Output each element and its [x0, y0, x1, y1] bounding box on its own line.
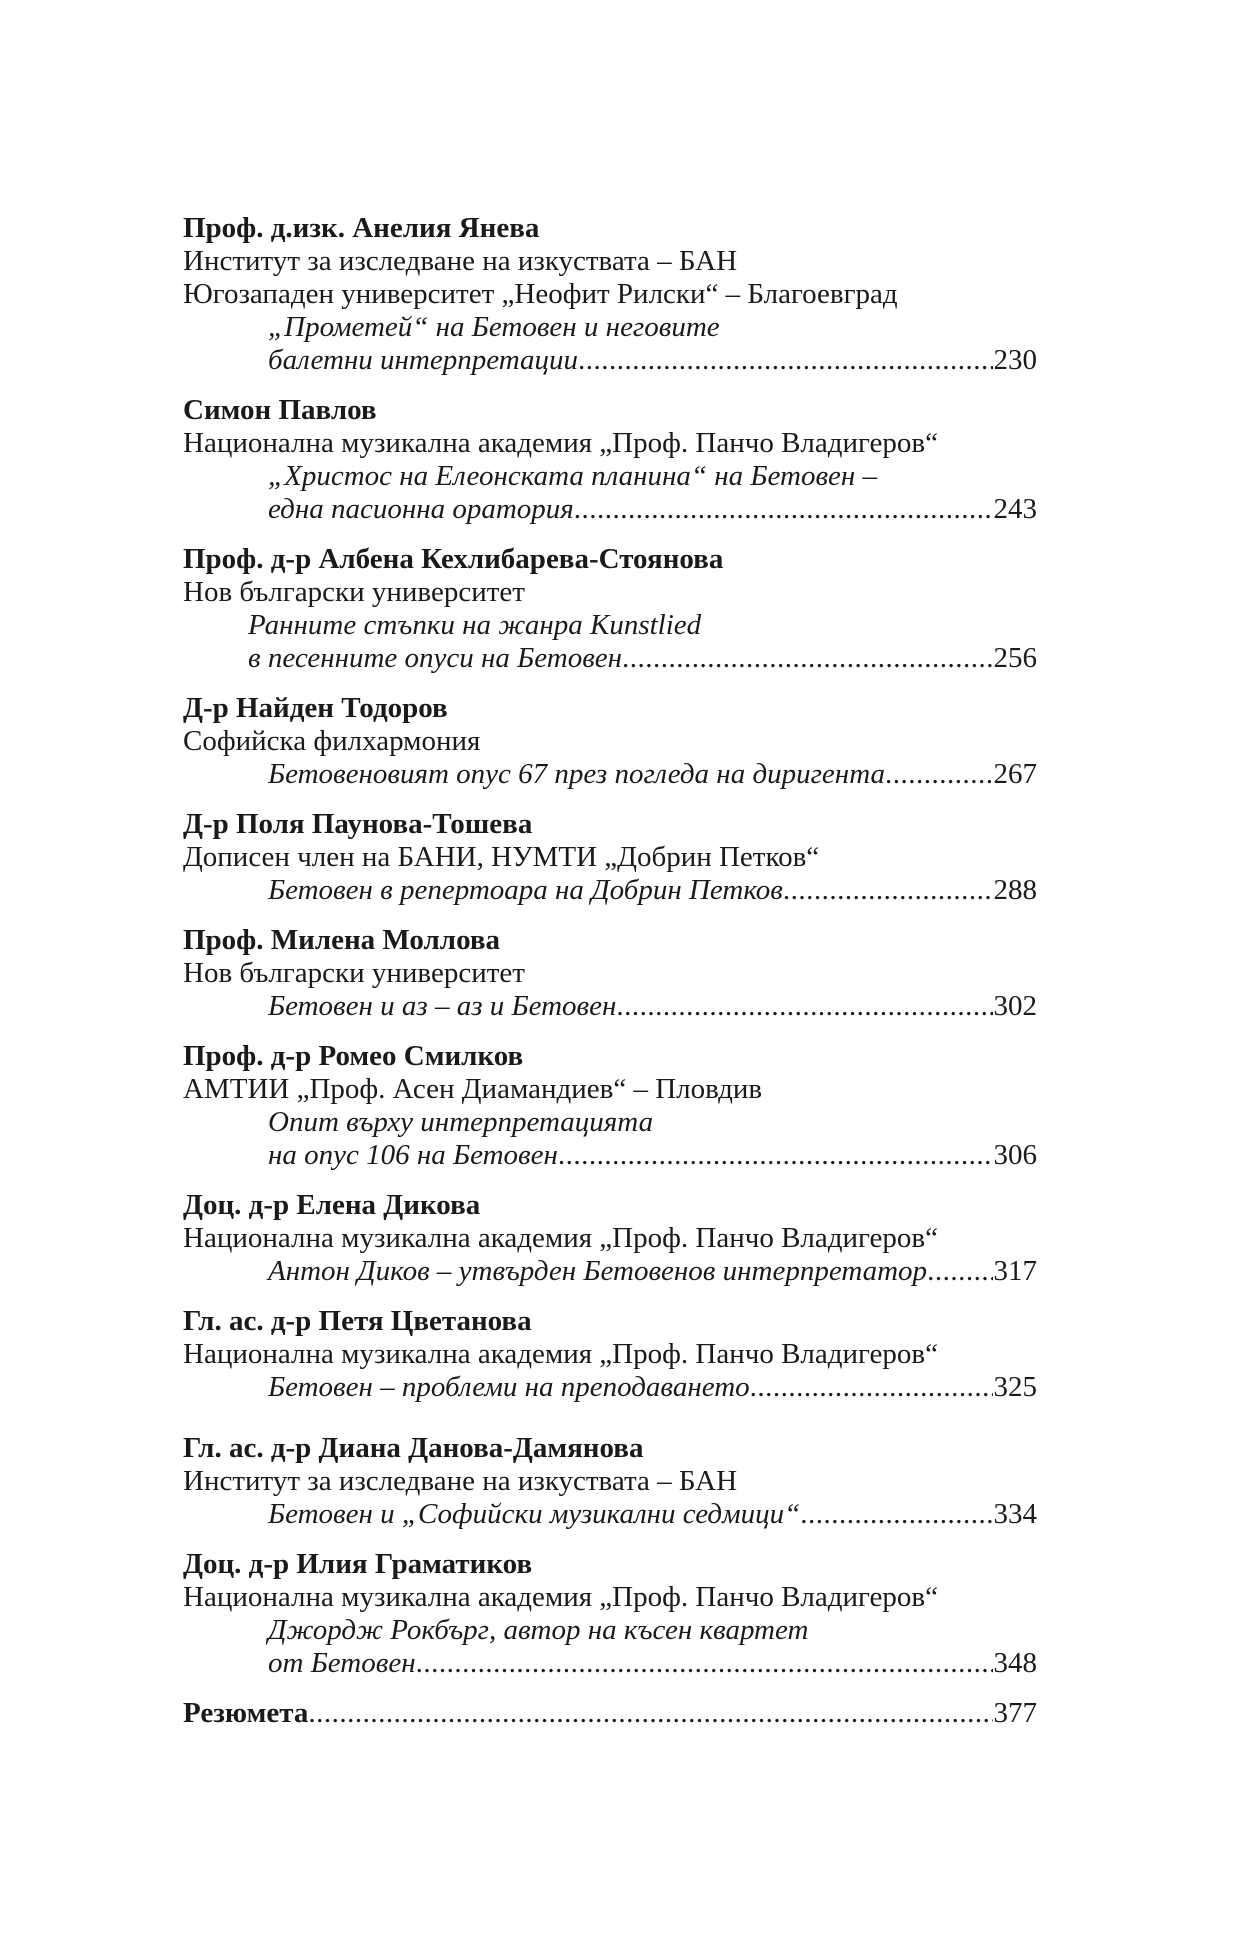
toc-entry: [183, 1040, 1037, 1172]
entry-title-line: Ранните стъпки на жанра Kunstlied: [248, 609, 702, 641]
entry-institution: Национална музикална академия „Проф. Панчо Владигеров“: [183, 1338, 938, 1370]
toc-entry: [183, 692, 1037, 791]
entry-title-text: на опус 106 на Бетовен: [268, 1139, 558, 1171]
dot-leader: [308, 1697, 992, 1730]
entry-page-number: 306: [993, 1139, 1037, 1171]
entry-author: Д-р Поля Паунова-Тошева: [183, 808, 533, 840]
entry-page-number: 325: [993, 1371, 1037, 1403]
entry-title-text: Бетовен и „Софийски музикални седмици“: [268, 1498, 801, 1530]
entry-author: Доц. д-р Елена Дикова: [183, 1189, 481, 1221]
entry-title-leader[interactable]: [268, 1647, 1037, 1680]
entry-title-text: в песенните опуси на Бетовен: [248, 642, 623, 674]
entry-title-leader[interactable]: [268, 1498, 1037, 1531]
entry-author: Доц. д-р Илия Граматиков: [183, 1548, 533, 1580]
entry-page-number: 288: [993, 874, 1037, 906]
entry-institution: Национална музикална академия „Проф. Панчо Владигеров“: [183, 1222, 938, 1254]
entry-institution: Дописен член на БАНИ, НУМТИ „Добрин Петков“: [183, 841, 820, 873]
toc-entry: [183, 808, 1037, 907]
toc-entry: [183, 924, 1037, 1023]
entry-page-number: 317: [993, 1255, 1037, 1287]
toc-summary[interactable]: [183, 1697, 1037, 1730]
entry-page-number: 230: [993, 344, 1037, 376]
toc-entry: [183, 1548, 1037, 1680]
entry-title-leader[interactable]: [268, 990, 1037, 1023]
entry-author: Проф. д.изк. Анелия Янева: [183, 212, 540, 244]
entry-title-text: Бетовен – проблеми на преподаването: [268, 1371, 750, 1403]
entry-author: Проф. Милена Моллова: [183, 924, 501, 956]
entry-title-text: Антон Диков – утвърден Бетовенов интерпретатор: [268, 1255, 928, 1287]
entry-institution: АМТИИ „Проф. Асен Диамандиев“ – Пловдив: [183, 1073, 763, 1105]
entry-institution: Институт за изследване на изкуствата – БАН: [183, 1465, 738, 1497]
entry-title-text: Бетовеновият опус 67 през погледа на диригента: [268, 758, 885, 790]
dot-leader: [800, 1498, 992, 1531]
toc-entry: [183, 543, 1037, 675]
entry-title-line: „Прометей“ на Бетовен и неговите: [268, 311, 720, 343]
dot-leader: [622, 642, 992, 675]
entry-title-leader[interactable]: [268, 1139, 1037, 1172]
dot-leader: [927, 1255, 992, 1288]
entry-title-leader[interactable]: [268, 1371, 1037, 1404]
entry-institution: Софийска филхармония: [183, 725, 481, 757]
toc-entry: [183, 394, 1037, 526]
entry-title-text: Бетовен в репертоара на Добрин Петков: [268, 874, 783, 906]
entry-institution: Нов български университет: [183, 957, 525, 989]
entry-institution: Нов български университет: [183, 576, 525, 608]
dot-leader: [750, 1371, 993, 1404]
entry-institution: Национална музикална академия „Проф. Панчо Владигеров“: [183, 1581, 938, 1613]
entry-title-text: балетни интерпретации: [268, 344, 579, 376]
entry-institution: Югозападен университет „Неофит Рилски“ – Благоевград: [183, 278, 898, 310]
entry-title-line: „Христос на Елеонската планина“ на Бетовен –: [268, 460, 878, 492]
dot-leader: [578, 344, 992, 377]
dot-leader: [783, 874, 993, 907]
entry-title-leader[interactable]: [268, 344, 1037, 377]
entry-title-leader[interactable]: [268, 493, 1037, 526]
entry-page-number: 256: [993, 642, 1037, 674]
summary-label: Резюмета: [183, 1697, 309, 1729]
entry-title-leader[interactable]: [268, 1255, 1037, 1288]
entry-page-number: 243: [993, 493, 1037, 525]
entry-author: Проф. д-р Ромео Смилков: [183, 1040, 524, 1072]
dot-leader: [885, 758, 993, 791]
entry-author: Гл. ас. д-р Петя Цветанова: [183, 1305, 532, 1337]
entry-title-leader[interactable]: [268, 874, 1037, 907]
entry-title-text: от Бетовен: [268, 1647, 416, 1679]
entry-page-number: 348: [993, 1647, 1037, 1679]
entry-institution: Национална музикална академия „Проф. Панчо Владигеров“: [183, 427, 938, 459]
entry-author: Д-р Найден Тодоров: [183, 692, 448, 724]
entry-title-line: Джордж Рокбърг, автор на късен квартет: [268, 1614, 809, 1646]
entry-title-leader[interactable]: [268, 758, 1037, 791]
entry-page-number: 267: [993, 758, 1037, 790]
entry-page-number: 302: [993, 990, 1037, 1022]
toc-entry: [183, 1189, 1037, 1288]
entry-author: Проф. д-р Албена Кехлибарева-Стоянова: [183, 543, 724, 575]
table-of-contents: [183, 212, 1037, 1730]
dot-leader: [558, 1139, 993, 1172]
entry-title-leader[interactable]: [248, 642, 1037, 675]
summary-page-number: 377: [993, 1697, 1037, 1729]
entry-title-text: една пасионна оратория: [268, 493, 574, 525]
toc-entry: [183, 1305, 1037, 1404]
entry-author: Симон Павлов: [183, 394, 377, 426]
entry-title-text: Бетовен и аз – аз и Бетовен: [268, 990, 617, 1022]
entry-author: Гл. ас. д-р Диана Данова-Дамянова: [183, 1432, 644, 1464]
entry-institution: Институт за изследване на изкуствата – БАН: [183, 245, 738, 277]
entry-page-number: 334: [993, 1498, 1037, 1530]
dot-leader: [616, 990, 992, 1023]
toc-entry: [183, 212, 1037, 377]
dot-leader: [416, 1647, 993, 1680]
dot-leader: [574, 493, 993, 526]
entry-title-line: Опит върху интерпретацията: [268, 1106, 654, 1138]
toc-entry: [183, 1432, 1037, 1531]
